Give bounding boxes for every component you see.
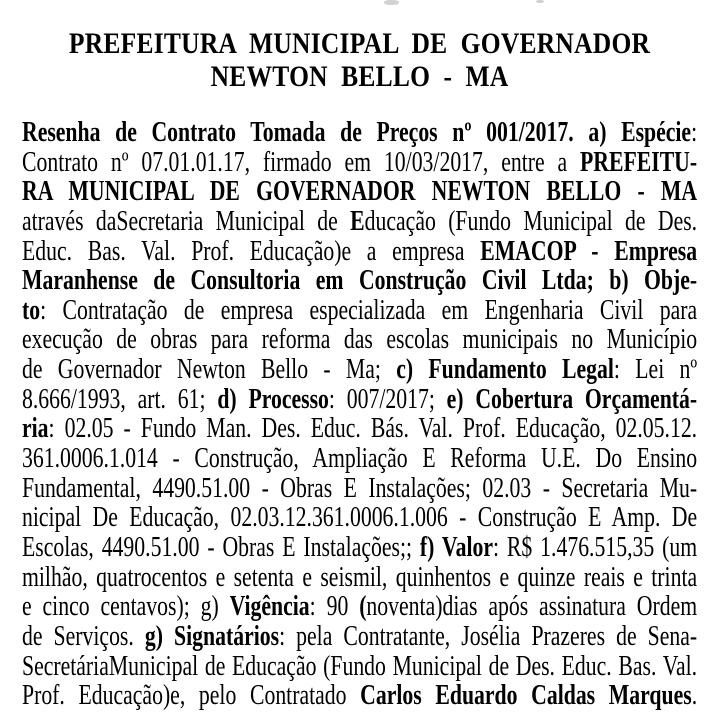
- scan-artifact: [384, 0, 399, 5]
- document-title-line-1: PREFEITURA MUNICIPAL DE GOVERNADOR: [68, 27, 651, 60]
- text-line: Maranhense de Consultoria em Construção Civil Ltda; b) Obje-: [22, 266, 698, 296]
- text-line: Escolas, 4490.51.00 - Obras E Instalações;; f) Valor: R$ 1.476.515,35 (um: [22, 532, 698, 563]
- contract-summary-text: [22, 118, 697, 711]
- text-line: de Serviços. g) Signatários: pela Contratante, Josélia Prazeres de Sena-: [22, 621, 698, 652]
- text-line: Educ. Bas. Val. Prof. Educação)e a empresa EMACOP - Empresa: [22, 236, 698, 267]
- text-line: Contrato nº 07.01.01.17, firmado em 10/03/2017, entre a PREFEITU-: [22, 147, 698, 178]
- text-line: RA MUNICIPAL DE GOVERNADOR NEWTON BELLO - MA: [22, 177, 698, 207]
- document-title: [0, 27, 719, 93]
- text-line: execução de obras para reforma das escolas municipais no Município: [22, 325, 698, 356]
- text-line: to: Contratação de empresa especializada em Engenharia Civil para: [22, 295, 698, 326]
- text-line: nicipal De Educação, 02.03.12.361.0006.1.006 - Construção E Amp. De: [22, 503, 698, 533]
- text-line: 8.666/1993, art. 61; d) Processo: 007/2017; e) Cobertura Orçamentá-: [22, 384, 698, 415]
- text-line: Prof. Educação)e, pelo Contratado Carlos Eduardo Caldas Marques.: [22, 681, 698, 711]
- text-line: milhão, quatrocentos e setenta e seismil, quinhentos e quinze reais e trinta: [22, 562, 698, 593]
- text-line: e cinco centavos); g) Vigência: 90 (noventa)dias após assinatura Ordem: [22, 592, 698, 622]
- text-line: de Governador Newton Bello - Ma; c) Fundamento Legal: Lei nº: [22, 355, 698, 385]
- text-line: Fundamental, 4490.51.00 - Obras E Instalações; 02.03 - Secretaria Mu-: [22, 473, 698, 504]
- scan-artifact: [536, 0, 544, 3]
- text-line: ria: 02.05 - Fundo Man. Des. Educ. Bás. Val. Prof. Educação, 02.05.12.: [22, 414, 698, 445]
- document-title-line-2: NEWTON BELLO - MA: [210, 60, 509, 93]
- text-line: através daSecretaria Municipal de Educação (Fundo Municipal de Des.: [22, 206, 698, 237]
- text-line: Resenha de Contrato Tomada de Preços nº 001/2017. a) Espécie:: [22, 118, 698, 148]
- text-line: 361.0006.1.014 - Construção, Ampliação E Reforma U.E. Do Ensino: [22, 444, 698, 474]
- text-line: SecretáriaMunicipal de Educação (Fundo Municipal de Des. Educ. Bas. Val.: [22, 651, 698, 682]
